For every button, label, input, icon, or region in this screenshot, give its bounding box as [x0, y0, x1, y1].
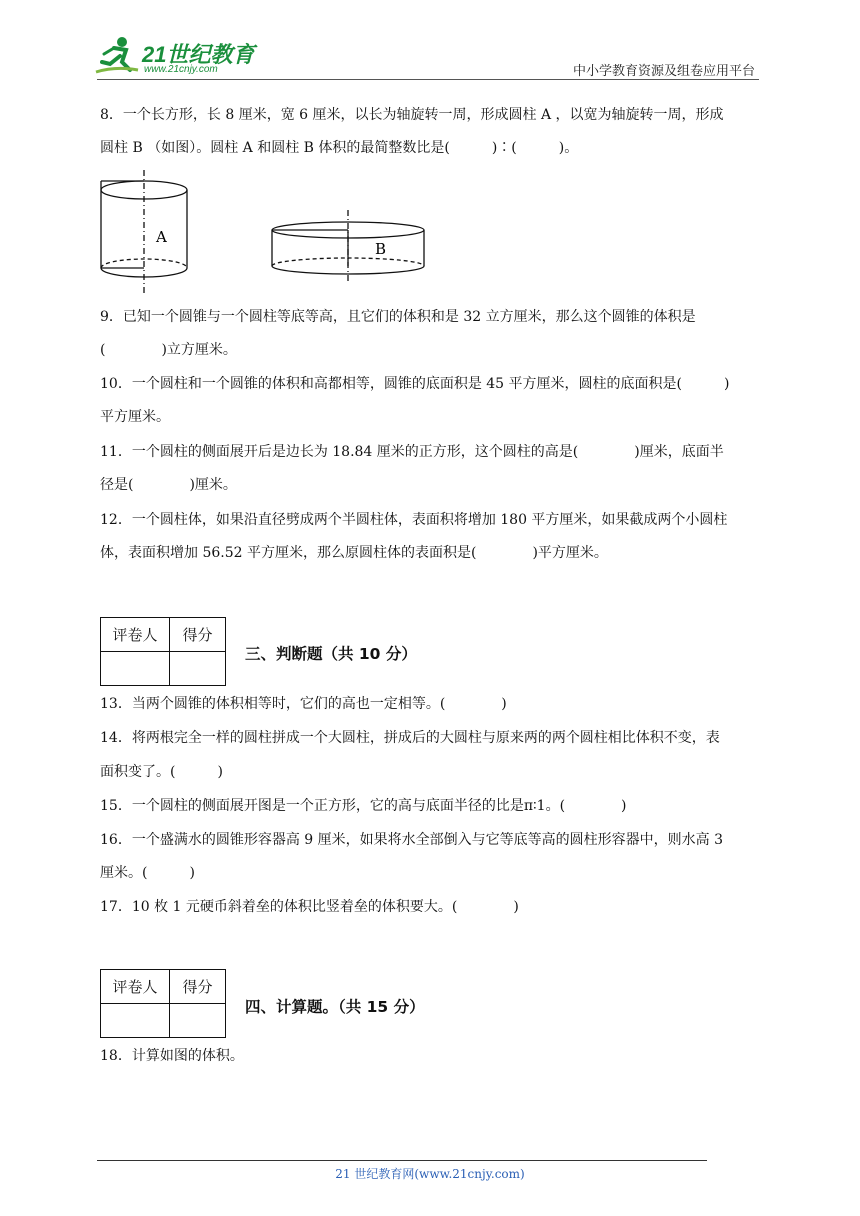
question-14-line-1: 14．将两根完全一样的圆柱拼成一个大圆柱，拼成后的大圆柱与原来两的两个圆柱相比体积不变，表	[100, 730, 720, 746]
question-11-line-2: 径是( )厘米。	[100, 477, 237, 493]
question-12-line-2: 体，表面积增加 56.52 平方厘米，那么原圆柱体的表面积是( )平方厘米。	[100, 545, 608, 561]
score-cell	[170, 1004, 226, 1038]
score-table-section-4	[100, 969, 226, 1038]
cylinder-a-label: A	[156, 228, 167, 246]
header-divider	[97, 79, 759, 80]
question-16-line-2: 厘米。( )	[100, 865, 195, 881]
question-12-line-1: 12．一个圆柱体，如果沿直径劈成两个半圆柱体，表面积将增加 180 平方厘米，如果截成两个小圆柱	[100, 512, 728, 528]
logo-url-text: www.21cnjy.com	[144, 64, 218, 75]
question-9-line-2: ( )立方厘米。	[100, 342, 237, 358]
question-10-line-1: 10．一个圆柱和一个圆锥的体积和高都相等，圆锥的底面积是 45 平方厘米，圆柱的底面积是( )	[100, 376, 730, 392]
cylinder-a	[101, 170, 187, 296]
question-14-line-2: 面积变了。( )	[100, 764, 223, 780]
question-10-line-2: 平方厘米。	[100, 409, 170, 425]
score-header: 得分	[170, 970, 226, 1004]
score-table-section-3	[100, 617, 226, 686]
grader-header: 评卷人	[101, 618, 170, 652]
logo-brand-text: 21世纪教育	[142, 42, 255, 67]
question-17: 17．10 枚 1 元硬币斜着垒的体积比竖着垒的体积要大。( )	[100, 899, 519, 915]
question-16-line-1: 16．一个盛满水的圆锥形容器高 9 厘米，如果将水全部倒入与它等底等高的圆柱形容器中，则水高 3	[100, 832, 723, 848]
cylinder-b-label: B	[375, 240, 387, 258]
score-header: 得分	[170, 618, 226, 652]
grader-cell	[101, 1004, 170, 1038]
grader-header: 评卷人	[101, 970, 170, 1004]
question-13: 13．当两个圆锥的体积相等时，它们的高也一定相等。( )	[100, 696, 507, 712]
question-18: 18．计算如图的体积。	[100, 1048, 244, 1064]
section-3-title: 三、判断题（共 10 分）	[245, 645, 417, 663]
cylinder-b	[272, 210, 424, 282]
footer-divider	[97, 1160, 707, 1161]
score-cell	[170, 652, 226, 686]
cylinders-figure	[96, 170, 436, 300]
question-9-line-1: 9．已知一个圆锥与一个圆柱等底等高，且它们的体积和是 32 立方厘米，那么这个圆锥的体积是	[100, 309, 696, 325]
grader-cell	[101, 652, 170, 686]
section-4-title: 四、计算题。（共 15 分）	[245, 998, 425, 1016]
header-platform-text: 中小学教育资源及组卷应用平台	[572, 64, 755, 79]
footer-link[interactable]: 21 世纪教育网(www.21cnjy.com)	[335, 1167, 525, 1181]
question-15: 15．一个圆柱的侧面展开图是一个正方形，它的高与底面半径的比是π∶1。( )	[100, 798, 627, 814]
question-8-line-1: 8．一个长方形，长 8 厘米，宽 6 厘米，以长为轴旋转一周，形成圆柱 A ，以宽为轴旋转一周，形成	[100, 107, 724, 123]
question-8-line-2: 圆柱 B （如图）。圆柱 A 和圆柱 B 体积的最简整数比是( )∶( )。	[100, 140, 579, 156]
runner-logo-icon	[92, 36, 142, 78]
site-logo	[92, 36, 272, 78]
question-11-line-1: 11．一个圆柱的侧面展开后是边长为 18.84 厘米的正方形，这个圆柱的高是( )厘米，底面半	[100, 444, 724, 460]
